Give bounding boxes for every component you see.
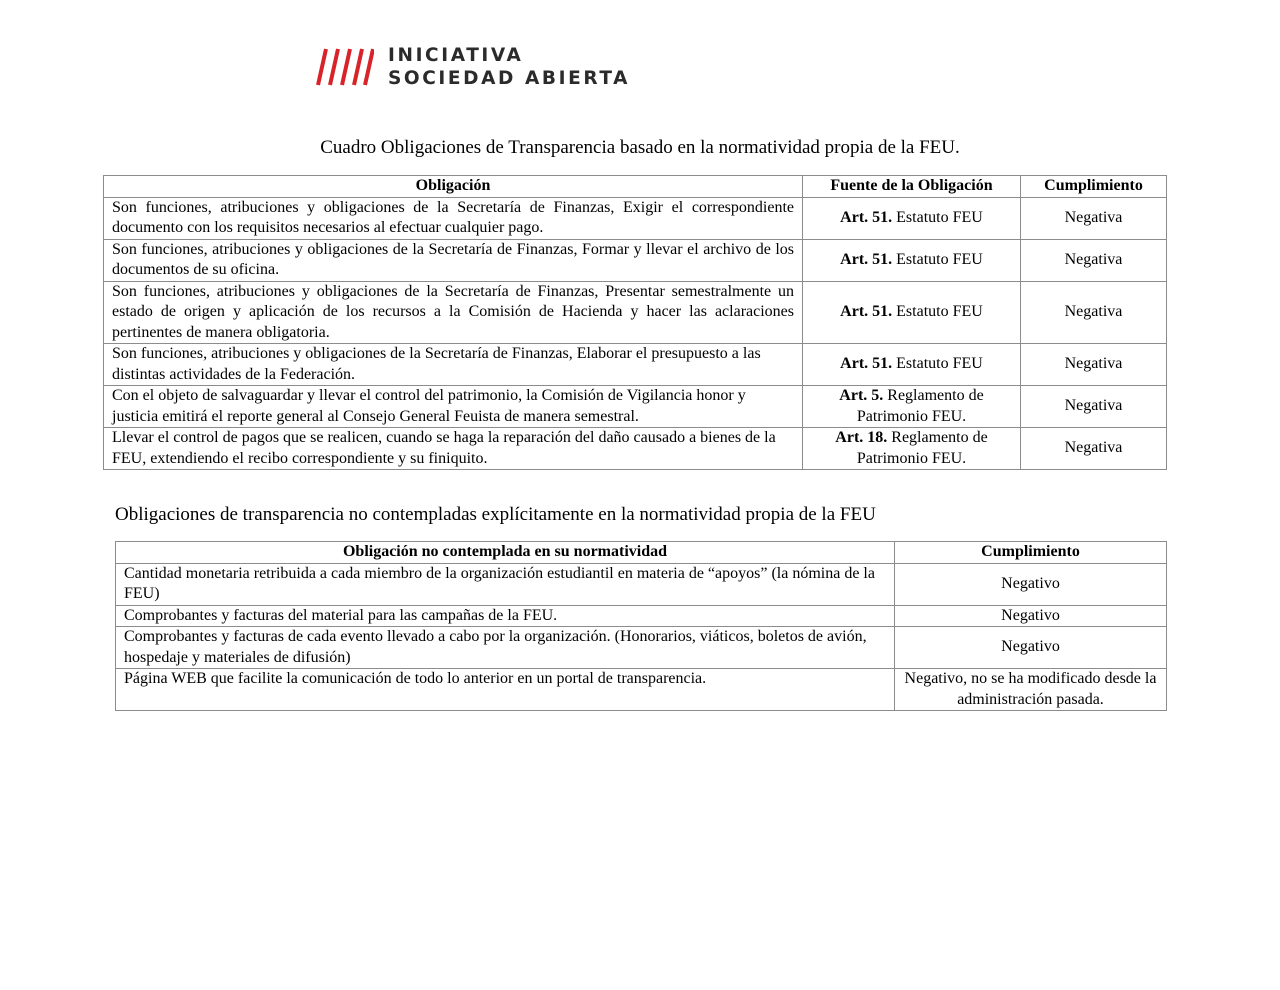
- table-row: [116, 669, 1167, 711]
- source-document: Estatuto FEU: [892, 208, 983, 226]
- source-cell: [803, 239, 1021, 281]
- source-document: Reglamento de Patrimonio FEU.: [856, 387, 984, 425]
- source-article: Art. 51.: [840, 355, 893, 373]
- source-article: Art. 51.: [840, 250, 893, 268]
- table-row: [104, 344, 1167, 386]
- header-obligation: Obligación: [104, 176, 803, 198]
- obligation-cell: Son funciones, atribuciones y obligaciones de la Secretaría de Finanzas, Elaborar el presupuesto a las distintas actividades de la Federación.: [104, 344, 803, 386]
- source-document: Estatuto FEU: [892, 303, 983, 320]
- table-row: [104, 239, 1167, 281]
- table2-title: Obligaciones de transparencia no contempladas explícitamente en la normatividad propia de la FEU: [115, 504, 876, 525]
- uncontemplated-obligations-table: [115, 541, 1167, 711]
- compliance-cell: Negativa: [1021, 281, 1167, 344]
- table-row: [116, 563, 1167, 605]
- compliance-cell: Negativo: [895, 605, 1167, 627]
- table-row: [104, 197, 1167, 239]
- table-header-row: [116, 542, 1167, 564]
- table1-title: Cuadro Obligaciones de Transparencia basado en la normatividad propia de la FEU.: [320, 137, 960, 158]
- brand-stripes-icon: [316, 45, 374, 89]
- obligation-cell: Cantidad monetaria retribuida a cada miembro de la organización estudiantil en materia de “apoyos” (la nómina de la FEU): [116, 563, 895, 605]
- table-row: [116, 627, 1167, 669]
- brand-logo: [316, 44, 630, 90]
- header-compliance: Cumplimiento: [1021, 176, 1167, 198]
- compliance-cell: Negativo: [895, 563, 1167, 605]
- obligation-cell: Con el objeto de salvaguardar y llevar el control del patrimonio, la Comisión de Vigilancia honor y justicia emitirá el reporte general al Consejo General Feuista de manera semestral.: [104, 386, 803, 428]
- source-cell: [803, 386, 1021, 428]
- table-row: [116, 605, 1167, 627]
- source-article: Art. 51.: [840, 303, 893, 320]
- brand-name: [388, 44, 630, 90]
- compliance-cell: Negativa: [1021, 386, 1167, 428]
- source-article: Art. 5.: [839, 387, 884, 404]
- source-cell: [803, 428, 1021, 470]
- obligations-table: [103, 175, 1167, 470]
- table-row: [104, 386, 1167, 428]
- source-document: Estatuto FEU: [892, 250, 983, 268]
- obligation-cell: Página WEB que facilite la comunicación de todo lo anterior en un portal de transparencia.: [116, 669, 895, 711]
- header-obligation: Obligación no contemplada en su normatividad: [116, 542, 895, 564]
- source-document: Reglamento de Patrimonio FEU.: [856, 429, 988, 467]
- compliance-cell: Negativa: [1021, 197, 1167, 239]
- compliance-cell: Negativo, no se ha modificado desde la administración pasada.: [895, 669, 1167, 711]
- brand-line-1: INICIATIVA: [388, 45, 524, 66]
- source-cell: [803, 281, 1021, 344]
- source-document: Estatuto FEU: [892, 355, 983, 373]
- obligation-cell: Son funciones, atribuciones y obligaciones de la Secretaría de Finanzas, Exigir el correspondiente documento con los requisitos necesarios al efectuar cualquier pago.: [104, 197, 803, 239]
- source-article: Art. 18.: [835, 429, 888, 446]
- table-row: [104, 281, 1167, 344]
- compliance-cell: Negativa: [1021, 428, 1167, 470]
- obligation-cell: Son funciones, atribuciones y obligaciones de la Secretaría de Finanzas, Presentar semestralmente un estado de origen y aplicación de los recursos a la Comisión de Hacienda y hacer las aclaraciones pertinentes de manera obligatoria.: [104, 281, 803, 344]
- compliance-cell: Negativa: [1021, 344, 1167, 386]
- compliance-cell: Negativa: [1021, 239, 1167, 281]
- source-cell: [803, 344, 1021, 386]
- obligation-cell: Llevar el control de pagos que se realicen, cuando se haga la reparación del daño causado a bienes de la FEU, extendiendo el recibo correspondiente y su finiquito.: [104, 428, 803, 470]
- header-compliance: Cumplimiento: [895, 542, 1167, 564]
- brand-line-2: SOCIEDAD ABIERTA: [388, 68, 631, 89]
- obligation-cell: Comprobantes y facturas de cada evento llevado a cabo por la organización. (Honorarios, viáticos, boletos de avión, hospedaje y materiales de difusión): [116, 627, 895, 669]
- compliance-cell: Negativo: [895, 627, 1167, 669]
- header-source: Fuente de la Obligación: [803, 176, 1021, 198]
- obligation-cell: Son funciones, atribuciones y obligaciones de la Secretaría de Finanzas, Formar y llevar el archivo de los documentos de su oficina.: [104, 239, 803, 281]
- source-article: Art. 51.: [840, 208, 893, 226]
- table-row: [104, 428, 1167, 470]
- source-cell: [803, 197, 1021, 239]
- obligation-cell: Comprobantes y facturas del material para las campañas de la FEU.: [116, 605, 895, 627]
- table-header-row: [104, 176, 1167, 198]
